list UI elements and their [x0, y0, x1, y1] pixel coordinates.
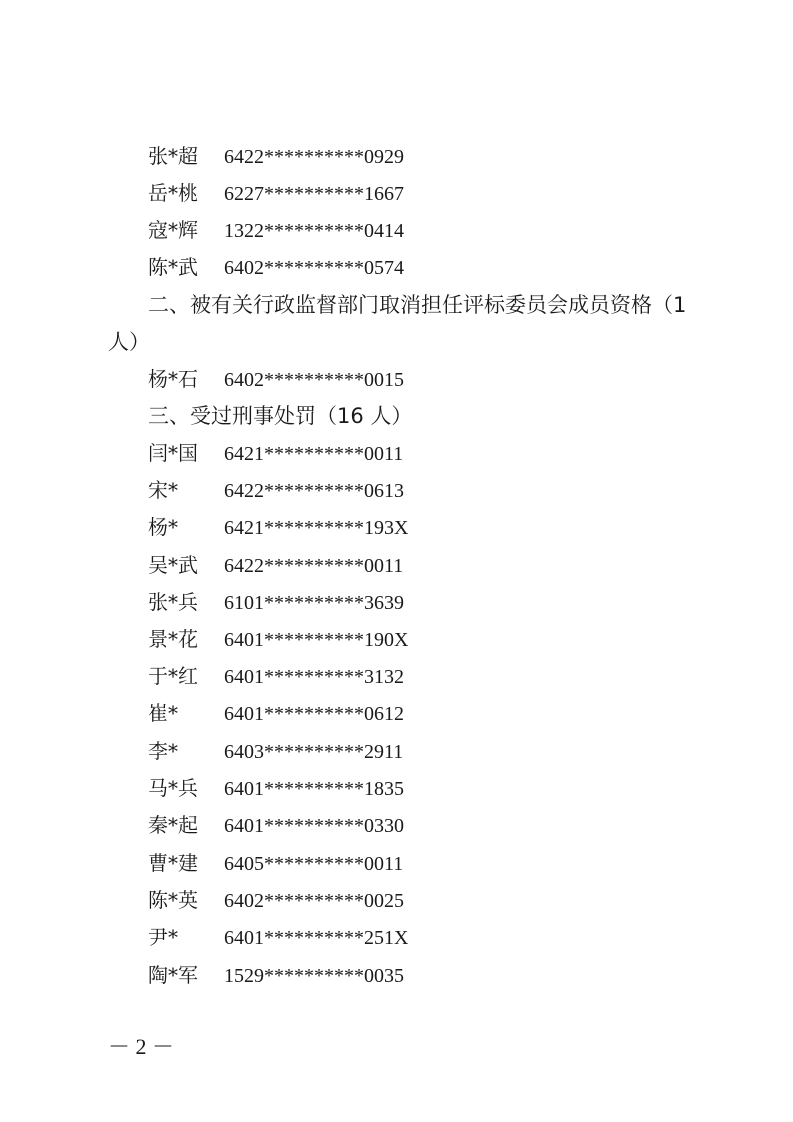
list-item	[148, 550, 403, 580]
id-number: 6405**********0011	[224, 853, 404, 875]
id-number: 6421**********0011	[224, 443, 404, 465]
list-item	[148, 698, 404, 728]
person-name: 张*兵	[148, 590, 198, 614]
list-item	[148, 475, 404, 505]
list-item	[148, 848, 403, 878]
person-name: 崔*	[148, 701, 178, 725]
person-name: 宋*	[148, 478, 178, 502]
id-number: 6422**********0613	[224, 480, 404, 502]
person-name: 杨*	[148, 515, 178, 539]
list-item	[148, 810, 404, 840]
list-item	[148, 885, 404, 915]
id-number: 6401**********3132	[224, 666, 404, 688]
list-item	[148, 960, 404, 990]
section-heading: 三、受过刑事处罚（16 人）	[148, 404, 413, 428]
page-number: － 2 －	[108, 1034, 175, 1059]
person-name: 吴*武	[148, 553, 198, 577]
person-name: 秦*起	[148, 813, 198, 837]
id-number: 6421**********193X	[224, 517, 409, 539]
id-number: 6402**********0015	[224, 369, 404, 391]
id-number: 1322**********0414	[224, 220, 404, 242]
id-number: 6402**********0025	[224, 890, 404, 912]
list-item	[148, 736, 403, 766]
list-item	[148, 252, 404, 282]
person-name: 陈*武	[148, 255, 198, 279]
id-number: 6401**********251X	[224, 927, 409, 949]
person-name: 陈*英	[148, 888, 198, 912]
person-name: 曹*建	[148, 851, 198, 875]
list-item	[148, 922, 408, 952]
list-item	[148, 661, 404, 691]
person-name: 寇*辉	[148, 218, 198, 242]
list-item	[148, 512, 408, 542]
list-item	[148, 773, 404, 803]
id-number: 6401**********190X	[224, 629, 409, 651]
id-number: 6403**********2911	[224, 741, 404, 763]
person-name: 景*花	[148, 627, 198, 651]
list-item	[148, 364, 404, 394]
id-number: 1529**********0035	[224, 965, 404, 987]
list-item	[148, 178, 404, 208]
list-item	[148, 587, 404, 617]
id-number: 6401**********0612	[224, 703, 404, 725]
person-name: 陶*军	[148, 963, 198, 987]
person-name: 于*红	[148, 664, 198, 688]
id-number: 6401**********1835	[224, 778, 404, 800]
section-heading: 二、被有关行政监督部门取消担任评标委员会成员资格（1	[148, 293, 687, 317]
person-name: 张*超	[148, 144, 198, 168]
list-item	[148, 438, 403, 468]
person-name: 马*兵	[148, 776, 198, 800]
id-number: 6422**********0011	[224, 555, 404, 577]
person-name: 闫*国	[148, 441, 198, 465]
list-item	[148, 141, 404, 171]
list-item	[148, 624, 408, 654]
id-number: 6101**********3639	[224, 592, 404, 614]
person-name: 尹*	[148, 925, 178, 949]
list-item	[148, 215, 404, 245]
id-number: 6401**********0330	[224, 815, 404, 837]
id-number: 6402**********0574	[224, 257, 404, 279]
section-heading-continued: 人）	[108, 330, 150, 354]
person-name: 岳*桃	[148, 181, 198, 205]
id-number: 6422**********0929	[224, 146, 404, 168]
id-number: 6227**********1667	[224, 183, 404, 205]
person-name: 李*	[148, 739, 178, 763]
person-name: 杨*石	[148, 367, 198, 391]
